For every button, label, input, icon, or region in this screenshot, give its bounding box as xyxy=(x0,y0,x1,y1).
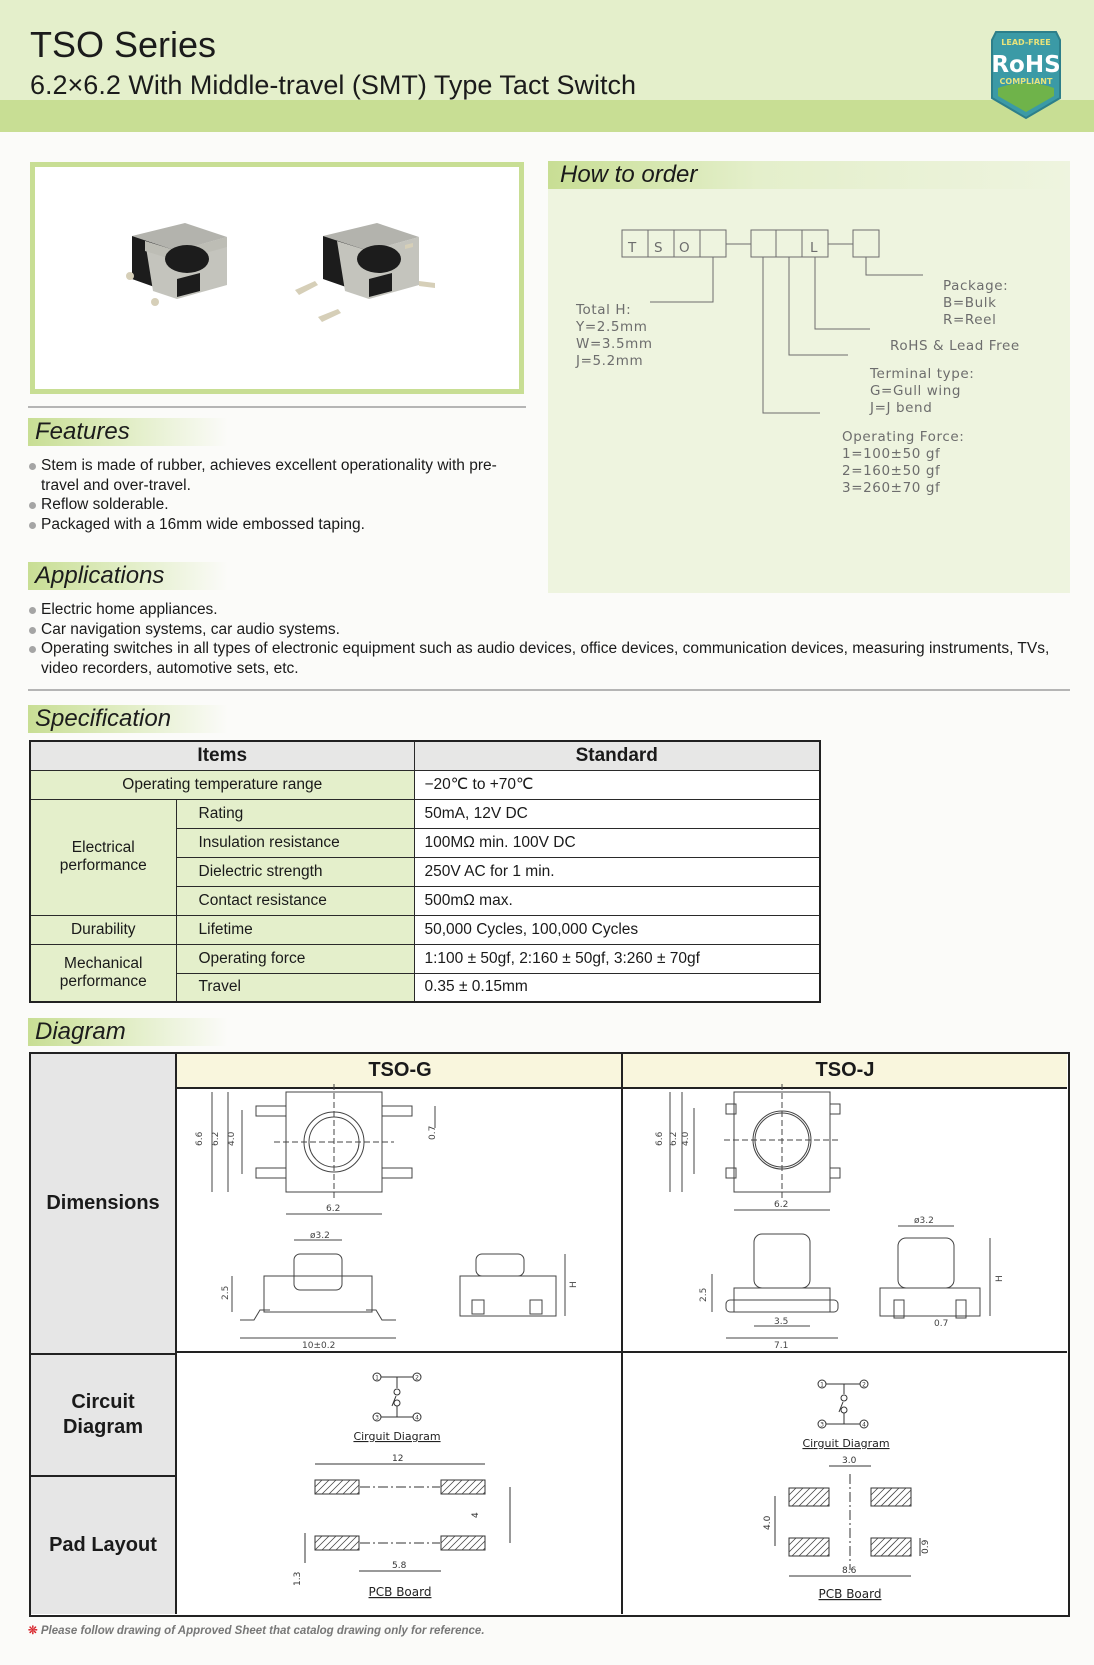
dim-label: 6.2 xyxy=(669,1131,679,1146)
product-photo-frame xyxy=(30,162,524,394)
tso-j-dimension-drawing xyxy=(640,1088,1060,1351)
table-row xyxy=(30,944,820,973)
spec-group: Electrical performance xyxy=(30,799,176,915)
terminal-option: G=Gull wing xyxy=(870,383,962,399)
page-title: TSO Series xyxy=(30,24,217,65)
table-row xyxy=(30,915,820,944)
row-divider xyxy=(177,1351,1067,1353)
footnote xyxy=(28,1623,485,1637)
spec-value: 0.35 ± 0.15mm xyxy=(414,973,820,1002)
spec-item: Dielectric strength xyxy=(176,857,414,886)
pad-hatch xyxy=(329,1536,343,1550)
pad-hatch xyxy=(902,1497,911,1506)
rohs-bottom-text: COMPLIANT xyxy=(999,77,1053,86)
pad-hatch xyxy=(336,1536,350,1550)
column-header-tso-j: TSO-J xyxy=(623,1054,1067,1089)
product-photo-icon xyxy=(35,167,519,389)
pad-hatch xyxy=(343,1536,357,1550)
pad-hatch xyxy=(871,1488,885,1502)
items-header: Items xyxy=(30,741,414,770)
circuit-label: Cirguit Diagram xyxy=(353,1430,441,1443)
divider xyxy=(28,689,1070,691)
force-legend xyxy=(842,429,964,497)
pad-hatch xyxy=(441,1480,448,1487)
force-option: 2=160±50 gf xyxy=(842,463,941,479)
pin-number: 1 xyxy=(375,1374,379,1382)
code-box-letter: T xyxy=(628,240,637,256)
pad-hatch xyxy=(888,1488,906,1506)
pad-hatch xyxy=(813,1540,829,1556)
switch-g-photo xyxy=(295,223,435,322)
dim-label: H xyxy=(569,1281,579,1288)
features-list xyxy=(28,456,508,534)
dim-label: 3.5 xyxy=(774,1317,789,1327)
spec-value: 50mA, 12V DC xyxy=(414,799,820,828)
package-option: R=Reel xyxy=(943,312,997,328)
dim-label: 4.0 xyxy=(681,1131,691,1146)
pad-hatch xyxy=(322,1536,336,1550)
pad-hatch xyxy=(874,1538,892,1556)
pad-hatch xyxy=(895,1540,911,1556)
table-header-row xyxy=(30,741,820,770)
pin-number: 1 xyxy=(820,1381,824,1389)
pad-hatch xyxy=(350,1485,359,1494)
applications-title: Applications xyxy=(28,562,228,590)
dim-label: 6.6 xyxy=(655,1131,665,1146)
package-legend xyxy=(943,278,1008,329)
spec-value: 1:100 ± 50gf, 2:160 ± 50gf, 3:260 ± 70gf xyxy=(414,944,820,973)
tso-g-dimension-drawing xyxy=(170,1088,590,1351)
pad-hatch xyxy=(881,1488,899,1506)
spec-value: 100MΩ min. 100V DC xyxy=(414,828,820,857)
pad-hatch xyxy=(448,1480,462,1494)
dim-label: 4.0 xyxy=(227,1131,237,1146)
code-box-letter: O xyxy=(679,240,691,256)
pad-hatch xyxy=(792,1538,810,1556)
spec-item: Travel xyxy=(176,973,414,1002)
spec-item: Lifetime xyxy=(176,915,414,944)
pad-hatch xyxy=(343,1480,357,1494)
terminal-label: Terminal type: xyxy=(870,366,975,382)
spec-value: 50,000 Cycles, 100,000 Cycles xyxy=(414,915,820,944)
pad-hatch xyxy=(315,1536,329,1550)
pad-hatch xyxy=(469,1536,483,1550)
pad-hatch xyxy=(799,1488,817,1506)
pad-dim: 3.0 xyxy=(842,1456,857,1466)
feature-item: Packaged with a 16mm wide embossed taping. xyxy=(28,515,508,535)
pin-number: 3 xyxy=(375,1414,379,1422)
pad-hatch xyxy=(806,1488,824,1506)
rohs-top-text: LEAD-FREE xyxy=(1001,38,1051,47)
dim-label: 7.1 xyxy=(774,1341,789,1351)
tso-j-circuit-and-pad xyxy=(760,1374,950,1600)
circuit-label: Cirguit Diagram xyxy=(802,1437,890,1450)
pad-hatch xyxy=(874,1488,892,1506)
pad-hatch xyxy=(789,1538,803,1552)
application-item: Car navigation systems, car audio systems. xyxy=(28,620,1078,640)
row-label-pad-layout: Pad Layout xyxy=(31,1475,177,1614)
circuit-symbol xyxy=(818,1380,868,1428)
dim-label: 6.2 xyxy=(326,1204,341,1214)
total-height-label: Total H: xyxy=(576,302,632,318)
pad-hatch xyxy=(350,1541,359,1550)
pin-number: 2 xyxy=(862,1381,866,1389)
spec-group: Durability xyxy=(30,915,176,944)
dim-label: H xyxy=(995,1275,1005,1282)
pcb-board-label: PCB Board xyxy=(368,1585,432,1599)
total-height-option: J=5.2mm xyxy=(576,353,644,369)
spec-value: −20℃ to +70℃ xyxy=(414,770,820,799)
pad-dim: 4.0 xyxy=(763,1515,773,1530)
code-box-letters xyxy=(627,240,818,256)
column-divider xyxy=(621,1054,623,1614)
dim-label: 6.2 xyxy=(211,1131,221,1146)
pad-hatch xyxy=(441,1536,448,1543)
switch-j-photo xyxy=(126,223,227,306)
total-height-option: W=3.5mm xyxy=(576,336,653,352)
pcb-board-label: PCB Board xyxy=(818,1587,882,1601)
pad-hatch xyxy=(881,1538,899,1556)
pad-hatch xyxy=(792,1488,810,1506)
pad-hatch xyxy=(476,1541,485,1550)
total-height-legend xyxy=(576,302,653,370)
dim-label: 0.7 xyxy=(934,1319,949,1329)
force-label: Operating Force: xyxy=(842,429,965,445)
dim-label: 6.6 xyxy=(195,1131,205,1146)
pad-hatch xyxy=(789,1488,803,1502)
pad-hatch xyxy=(813,1490,829,1506)
pad-hatch xyxy=(888,1538,906,1556)
spec-item: Operating temperature range xyxy=(30,770,414,799)
force-option: 1=100±50 gf xyxy=(842,446,941,462)
applications-list xyxy=(28,600,1078,678)
code-box-letter: L xyxy=(810,240,819,256)
pad-hatch xyxy=(799,1538,817,1556)
dim-label: 2.5 xyxy=(699,1287,709,1302)
page-subtitle: 6.2×6.2 With Middle-travel (SMT) Type Tact Switch xyxy=(30,70,636,100)
pad-hatch xyxy=(315,1536,322,1543)
pad-dim: 8.6 xyxy=(842,1566,857,1576)
spec-value: 500mΩ max. xyxy=(414,886,820,915)
spec-item: Operating force xyxy=(176,944,414,973)
pad-hatch xyxy=(448,1536,462,1550)
spec-item: Insulation resistance xyxy=(176,828,414,857)
pad-hatch xyxy=(462,1536,476,1550)
pad-hatch xyxy=(902,1547,911,1556)
pad-dim: 1.3 xyxy=(293,1571,303,1586)
application-item: Electric home appliances. xyxy=(28,600,1078,620)
terminal-legend xyxy=(870,366,974,417)
total-height-option: Y=2.5mm xyxy=(576,319,648,335)
divider xyxy=(28,406,526,408)
pad-dim: 0.9 xyxy=(921,1539,931,1554)
pad-hatch xyxy=(329,1480,343,1494)
spec-item: Contact resistance xyxy=(176,886,414,915)
row-label-circuit: Circuit Diagram xyxy=(31,1353,177,1475)
pad-hatch xyxy=(322,1480,336,1494)
terminal-option: J=J bend xyxy=(870,400,933,416)
row-label-dimensions: Dimensions xyxy=(31,1054,177,1353)
diagram-title: Diagram xyxy=(28,1018,228,1046)
pad-dim: 5.8 xyxy=(392,1561,407,1571)
force-option: 3=260±70 gf xyxy=(842,480,941,496)
tso-g-circuit-and-pad xyxy=(293,1368,500,1599)
rohs-main-text: RoHS xyxy=(991,52,1061,78)
dim-label: 2.5 xyxy=(221,1285,231,1300)
pad-hatch xyxy=(789,1488,796,1495)
pad-hatch xyxy=(455,1480,469,1494)
pad-hatch xyxy=(806,1538,824,1556)
pad-hatch xyxy=(871,1488,878,1495)
pad-hatch xyxy=(871,1538,878,1545)
pad-hatch xyxy=(895,1490,911,1506)
pad-hatch xyxy=(871,1538,885,1552)
dim-label: 0.7 xyxy=(428,1125,438,1140)
feature-item: Stem is made of rubber, achieves excellent operationality with pre-travel and over-travel. xyxy=(28,456,508,495)
header-band xyxy=(0,100,1094,132)
dim-label: 10±0.2 xyxy=(302,1341,336,1351)
pad-hatch xyxy=(462,1480,476,1494)
pad-hatch xyxy=(469,1480,483,1494)
spec-item: Rating xyxy=(176,799,414,828)
pad-dim: 4 xyxy=(471,1512,481,1518)
package-label: Package: xyxy=(943,278,1009,294)
pad-hatch xyxy=(315,1480,329,1494)
table-row xyxy=(30,799,820,828)
pin-number: 2 xyxy=(415,1374,419,1382)
pin-number: 3 xyxy=(820,1421,824,1429)
column-header-tso-g: TSO-G xyxy=(177,1054,623,1089)
dim-label: ø3.2 xyxy=(310,1231,330,1241)
application-item: Operating switches in all types of electronic equipment such as audio devices, office devices, communication devices, measuring instruments, TVs, video recorders, automotive sets, etc. xyxy=(28,639,1078,678)
dim-label: 6.2 xyxy=(774,1200,789,1210)
pad-hatch xyxy=(315,1480,322,1487)
pad-layout xyxy=(775,1466,920,1576)
specification-table xyxy=(29,740,821,1003)
pad-dim: 12 xyxy=(392,1454,404,1464)
how-to-order-title: How to order xyxy=(548,161,1070,189)
pad-hatch xyxy=(820,1547,829,1556)
rohs-legend: RoHS & Lead Free xyxy=(890,338,1020,354)
table-row xyxy=(30,770,820,799)
dim-label: ø3.2 xyxy=(914,1216,934,1226)
spec-value: 250V AC for 1 min. xyxy=(414,857,820,886)
asterisk-icon: ❊ xyxy=(28,1625,38,1637)
rohs-badge-icon xyxy=(988,28,1064,120)
pad-hatch xyxy=(789,1538,796,1545)
circuit-symbol xyxy=(373,1373,421,1421)
code-box-letter: S xyxy=(654,240,664,256)
standard-header: Standard xyxy=(414,741,820,770)
pad-hatch xyxy=(441,1536,455,1550)
feature-item: Reflow solderable. xyxy=(28,495,508,515)
package-option: B=Bulk xyxy=(943,295,997,311)
pad-hatch xyxy=(476,1485,485,1494)
pad-hatch xyxy=(455,1536,469,1550)
footnote-text: Please follow drawing of Approved Sheet that catalog drawing only for reference. xyxy=(40,1625,485,1637)
specification-title: Specification xyxy=(28,705,228,733)
pin-number: 4 xyxy=(415,1414,419,1422)
features-title: Features xyxy=(28,418,228,446)
pad-hatch xyxy=(336,1480,350,1494)
spec-group: Mechanical performance xyxy=(30,944,176,1002)
pad-hatch xyxy=(441,1480,455,1494)
pad-hatch xyxy=(820,1497,829,1506)
pin-number: 4 xyxy=(862,1421,866,1429)
